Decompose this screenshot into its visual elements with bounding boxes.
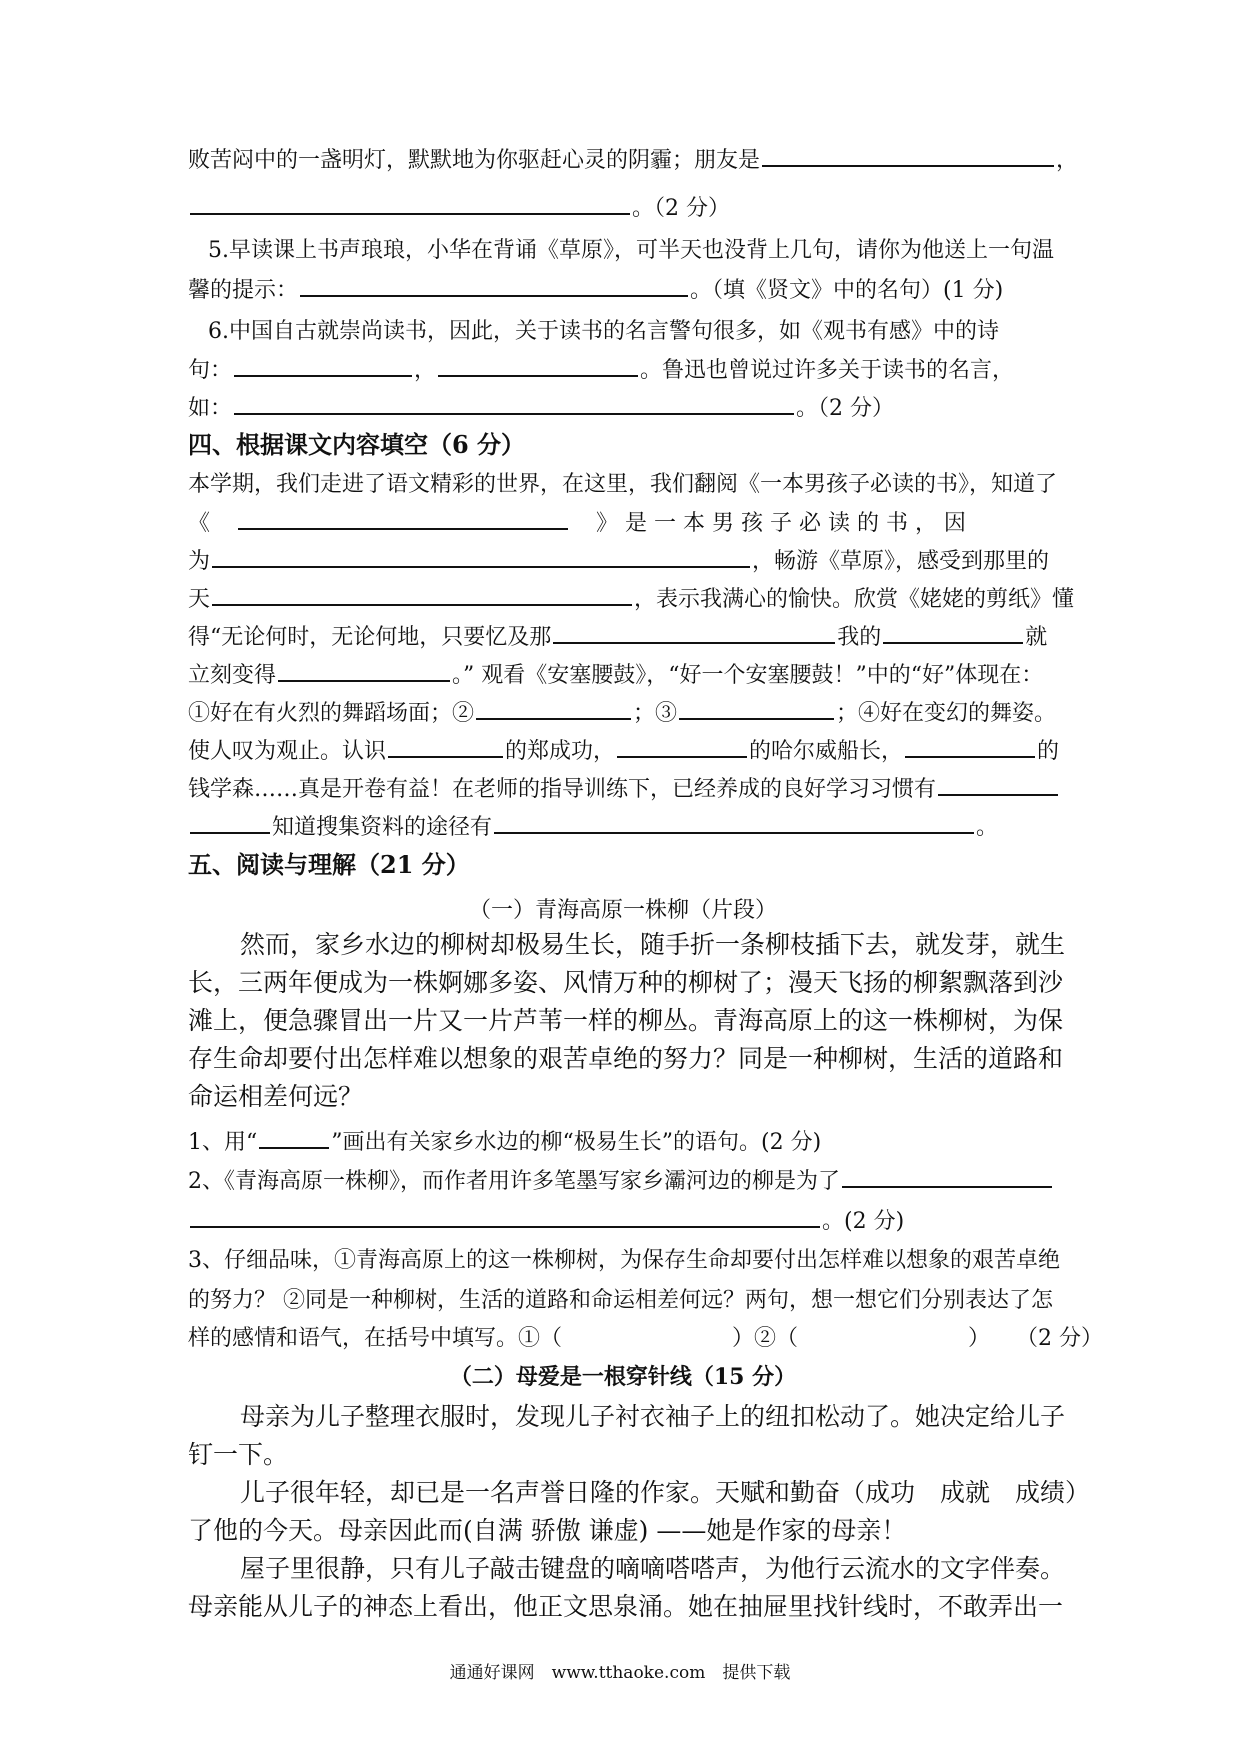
s5-q3-line3 bbox=[188, 1324, 1104, 1354]
text: 钱学森……真是开卷有益！在老师的指导训练下，已经养成的良好学习习惯有 bbox=[188, 777, 937, 802]
s4-line8 bbox=[188, 736, 1058, 767]
text: 。” 观看《安塞腰鼓》，“好一个安塞腰鼓！”中的“好”体现在： bbox=[452, 663, 1044, 688]
answer-blank[interactable] bbox=[476, 698, 631, 720]
s4-line9 bbox=[188, 774, 1058, 805]
q6-line1: 6.中国自古就崇尚读书，因此，关于读书的名言警句很多，如《观书有感》中的诗 bbox=[208, 319, 999, 344]
text: ） bbox=[968, 1326, 991, 1351]
answer-blank[interactable] bbox=[234, 355, 412, 377]
text: ）②（ bbox=[732, 1326, 799, 1351]
text: 。 bbox=[976, 815, 999, 840]
s5-q3-line1: 3、仔细品味，①青海高原上的这一株柳树，为保存生命却要付出怎样难以想象的艰苦卓绝 bbox=[188, 1248, 1061, 1273]
text: 的郑成功， bbox=[505, 739, 616, 764]
q6-line2 bbox=[188, 355, 1058, 386]
answer-blank[interactable] bbox=[212, 584, 632, 606]
friend-question-line1 bbox=[188, 145, 1079, 176]
text: 就 bbox=[1025, 625, 1048, 650]
text: 如： bbox=[188, 396, 233, 421]
answer-blank[interactable] bbox=[938, 774, 1058, 796]
s5-q2-line1 bbox=[188, 1166, 1058, 1197]
answer-blank[interactable] bbox=[238, 508, 568, 530]
q5-line1: 5.早读课上书声琅琅，小华在背诵《草原》，可半天也没背上几句，请你为他送上一句温 bbox=[208, 238, 1054, 263]
answer-blank[interactable] bbox=[617, 736, 747, 758]
p2-line2: 钉一下。 bbox=[188, 1440, 289, 1469]
s4-line2 bbox=[188, 508, 1058, 539]
section5-heading: 五、阅读与理解（21 分） bbox=[188, 850, 470, 879]
text: 我的 bbox=[837, 625, 882, 650]
answer-blank[interactable] bbox=[388, 736, 503, 758]
answer-blank[interactable] bbox=[234, 393, 794, 415]
s5-q2-line2 bbox=[188, 1206, 1058, 1237]
text: 1、用“ bbox=[188, 1130, 258, 1155]
text: ， bbox=[1056, 148, 1079, 173]
answer-blank[interactable] bbox=[438, 355, 638, 377]
s4-line1: 本学期，我们走进了语文精彩的世界，在这里，我们翻阅《一本男孩子必读的书》，知道了 bbox=[188, 472, 1058, 497]
p1-line1: 然而，家乡水边的柳树却极易生长，随手折一条柳枝插下去，就发芽，就生 bbox=[240, 930, 1066, 959]
text: 。(2 分) bbox=[822, 1209, 905, 1234]
text: 的 bbox=[1037, 739, 1060, 764]
text: 。（2 分） bbox=[632, 196, 730, 221]
text: 句： bbox=[188, 358, 233, 383]
p1-line3: 滩上，便急骤冒出一片又一片芦苇一样的柳丛。青海高原上的这一株柳树，为保 bbox=[188, 1006, 1064, 1035]
text: 的哈尔威船长， bbox=[749, 739, 904, 764]
s4-line4 bbox=[188, 584, 1075, 615]
answer-blank[interactable] bbox=[842, 1166, 1052, 1188]
s4-line6 bbox=[188, 660, 1058, 691]
answer-blank[interactable] bbox=[300, 275, 688, 297]
text: ①好在有火烈的舞蹈场面；② bbox=[188, 701, 475, 726]
text: 败苦闷中的一盏明灯，默默地为你驱赶心灵的阴霾；朋友是 bbox=[188, 148, 761, 173]
s4-line10 bbox=[188, 812, 1058, 843]
q5-line2 bbox=[188, 275, 1058, 306]
answer-blank[interactable] bbox=[190, 812, 270, 834]
text: 》 是 一 本 男 孩 子 必 读 的 书 ， 因 bbox=[596, 511, 966, 536]
s4-line3 bbox=[188, 546, 1058, 577]
text: 使人叹为观止。认识 bbox=[188, 739, 387, 764]
passage1-title: （一）青海高原一株柳（片段） bbox=[468, 898, 777, 923]
answer-blank[interactable] bbox=[278, 660, 450, 682]
text: 馨的提示： bbox=[188, 278, 299, 303]
answer-blank[interactable] bbox=[905, 736, 1035, 758]
answer-blank[interactable] bbox=[259, 1127, 329, 1149]
text: 。鲁迅也曾说过许多关于读书的名言， bbox=[640, 358, 1015, 383]
text: ， bbox=[414, 358, 437, 383]
q6-line3 bbox=[188, 393, 1058, 424]
passage2-title: （二）母爱是一根穿针线（15 分） bbox=[449, 1364, 797, 1390]
text: 天 bbox=[188, 587, 211, 612]
text: 样的感情和语气，在括号中填写。①（ bbox=[188, 1326, 563, 1351]
text: 知道搜集资料的途径有 bbox=[272, 815, 493, 840]
answer-blank[interactable] bbox=[190, 193, 630, 215]
text: ；③ bbox=[633, 701, 678, 726]
s4-line5 bbox=[188, 622, 1058, 653]
text: 。（填《贤文》中的名句）(1 分) bbox=[690, 278, 1004, 303]
text: ，表示我满心的愉快。欣赏《姥姥的剪纸》懂 bbox=[634, 587, 1075, 612]
text: 立刻变得 bbox=[188, 663, 277, 688]
text: ”画出有关家乡水边的柳“极易生长”的语句。(2 分) bbox=[331, 1130, 822, 1155]
s4-line7 bbox=[188, 698, 1058, 729]
text: （2 分） bbox=[1016, 1326, 1104, 1351]
p2-line4: 了他的今天。母亲因此而(自满 骄傲 谦虚) ——她是作家的母亲！ bbox=[188, 1516, 907, 1545]
answer-blank[interactable] bbox=[679, 698, 834, 720]
text: 得“无论何时，无论何地，只要忆及那 bbox=[188, 625, 552, 650]
p1-line5: 命运相差何远？ bbox=[188, 1082, 364, 1111]
answer-blank[interactable] bbox=[494, 812, 974, 834]
answer-blank[interactable] bbox=[762, 145, 1054, 167]
s5-q1 bbox=[188, 1127, 1058, 1158]
p2-line1: 母亲为儿子整理衣服时，发现儿子衬衣袖子上的纽扣松动了。她决定给儿子 bbox=[240, 1402, 1066, 1431]
text: 《 bbox=[188, 511, 211, 536]
p1-line4: 存生命却要付出怎样难以想象的艰苦卓绝的努力？同是一种柳树，生活的道路和 bbox=[188, 1044, 1064, 1073]
answer-blank[interactable] bbox=[190, 1206, 820, 1228]
p2-line3: 儿子很年轻，却已是一名声誉日隆的作家。天赋和勤奋（成功 成就 成绩） bbox=[240, 1478, 1091, 1507]
p2-line5: 屋子里很静，只有儿子敲击键盘的嘀嘀嗒嗒声，为他行云流水的文字伴奏。 bbox=[240, 1554, 1066, 1583]
text: 为 bbox=[188, 549, 211, 574]
answer-blank[interactable] bbox=[553, 622, 835, 644]
p2-line6: 母亲能从儿子的神态上看出，他正文思泉涌。她在抽屉里找针线时，不敢弄出一 bbox=[188, 1592, 1064, 1621]
section4-heading: 四、根据课文内容填空（6 分） bbox=[188, 430, 526, 459]
answer-blank[interactable] bbox=[212, 546, 750, 568]
text: ；④好在变幻的舞姿。 bbox=[836, 701, 1057, 726]
page-footer: 通通好课网 www.tthaoke.com 提供下载 bbox=[449, 1663, 791, 1683]
text: 。（2 分） bbox=[796, 396, 895, 421]
text: 2、《青海高原一株柳》，而作者用许多笔墨写家乡灞河边的柳是为了 bbox=[188, 1169, 840, 1194]
text: ，畅游《草原》，感受到那里的 bbox=[752, 549, 1050, 574]
answer-blank[interactable] bbox=[883, 622, 1023, 644]
s5-q3-line2: 的努力？ ②同是一种柳树，生活的道路和命运相差何远？两句，想一想它们分别表达了怎 bbox=[188, 1288, 1053, 1313]
friend-question-line2 bbox=[188, 193, 1058, 224]
p1-line2: 长，三两年便成为一株婀娜多姿、风情万种的柳树了；漫天飞扬的柳絮飘落到沙 bbox=[188, 968, 1064, 997]
